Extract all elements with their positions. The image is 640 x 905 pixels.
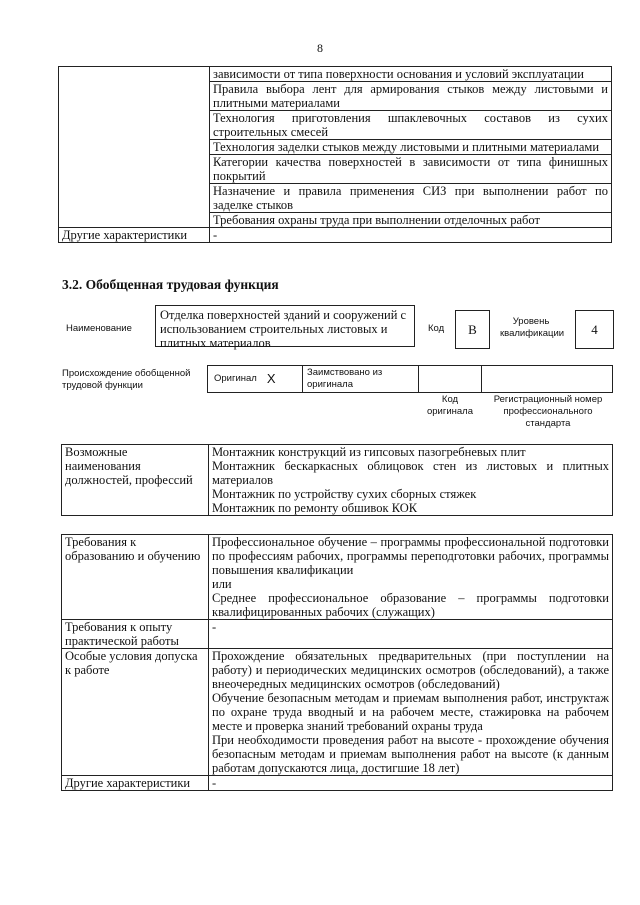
original-cell xyxy=(207,365,303,393)
knowledge-item: Требования охраны труда при выполнении отделочных работ xyxy=(210,213,612,228)
requirements-table xyxy=(61,534,613,791)
positions-list xyxy=(209,445,613,516)
knowledge-item: Категории качества поверхностей в зависимости от типа финишных покрытий xyxy=(210,155,612,184)
original-label: Оригинал xyxy=(214,373,257,384)
education-value xyxy=(209,535,613,620)
education-label: Требования к образованию и обучению xyxy=(62,535,209,620)
code-original-cell xyxy=(418,365,482,393)
other-characteristics-value: - xyxy=(209,776,613,791)
admission-line: Обучение безопасным методам и приемам выполнения работ, инструктаж по охране труда вводный и на рабочем месте, стажировка на рабочем месте и проверка знаний требований охраны труда xyxy=(212,691,609,733)
other-characteristics-label: Другие характеристики xyxy=(62,776,209,791)
knowledge-item: Назначение и правила применения СИЗ при выполнении работ по заделке стыков xyxy=(210,184,612,213)
knowledge-item: Технология приготовления шпаклевочных составов из сухих строительных смесей xyxy=(210,111,612,140)
code-original-label: Код оригинала xyxy=(426,394,473,417)
other-characteristics-label: Другие характеристики xyxy=(59,228,210,243)
admission-line: При необходимости проведения работ на высоте - прохождение обучения безопасным методам и приемам выполнения работ на высоте (к данным работам допускаются лица, достигшие 18 лет) xyxy=(212,733,609,775)
admission-value xyxy=(209,649,613,776)
experience-value: - xyxy=(209,620,613,649)
positions-table xyxy=(61,444,613,516)
section-title: 3.2. Обобщенная трудовая функция xyxy=(62,277,279,292)
position-item: Монтажник конструкций из гипсовых пазогребневых плит xyxy=(212,445,526,459)
knowledge-item: зависимости от типа поверхности основания и условий эксплуатации xyxy=(210,67,612,82)
borrowed-label: Заимствовано из оригинала xyxy=(302,365,419,393)
knowledge-item: Правила выбора лент для армирования стыков между листовыми и плитными материалами xyxy=(210,82,612,111)
education-line: Профессиональное обучение – программы профессиональной подготовки по профессиям рабочих, программы переподготовки рабочих, программы повышения квалификации xyxy=(212,535,609,577)
admission-line: Прохождение обязательных предварительных (при поступлении на работу) и периодических медицинских осмотров (обследований), а также внеочередных медицинских осмотров (обследований) xyxy=(212,649,609,691)
origin-label: Происхождение обобщенной трудовой функции xyxy=(62,368,191,391)
reg-number-cell xyxy=(481,365,613,393)
function-name-box: Отделка поверхностей зданий и сооружений с использованием строительных листовых и плитных материалов xyxy=(155,305,415,347)
experience-label: Требования к опыту практической работы xyxy=(62,620,209,649)
qualification-level-label: Уровень квалификации xyxy=(500,316,565,339)
knowledge-continuation-table xyxy=(58,66,612,243)
education-line: Среднее профессиональное образование – программы подготовки квалифицированных рабочих (служащих) xyxy=(212,591,609,619)
page-number: 8 xyxy=(317,41,323,55)
reg-number-label: Регистрационный номер профессионального стандарта xyxy=(493,394,603,429)
original-mark: X xyxy=(266,371,276,386)
knowledge-item: Технология заделки стыков между листовыми и плитными материалами xyxy=(210,140,612,155)
code-value-box: B xyxy=(455,310,490,349)
origin-row xyxy=(207,365,613,393)
position-item: Монтажник по ремонту обшивок КОК xyxy=(212,501,418,515)
name-label: Наименование xyxy=(66,323,132,334)
other-characteristics-value: - xyxy=(210,228,612,243)
positions-label: Возможные наименования должностей, профессий xyxy=(62,445,209,516)
admission-label: Особые условия допуска к работе xyxy=(62,649,209,776)
qualification-level-box: 4 xyxy=(575,310,614,349)
code-label: Код xyxy=(428,323,445,334)
position-item: Монтажник по устройству сухих сборных стяжек xyxy=(212,487,477,501)
position-item: Монтажник бескаркасных облицовок стен из листовых и плитных материалов xyxy=(212,459,609,487)
education-line: или xyxy=(212,577,232,591)
